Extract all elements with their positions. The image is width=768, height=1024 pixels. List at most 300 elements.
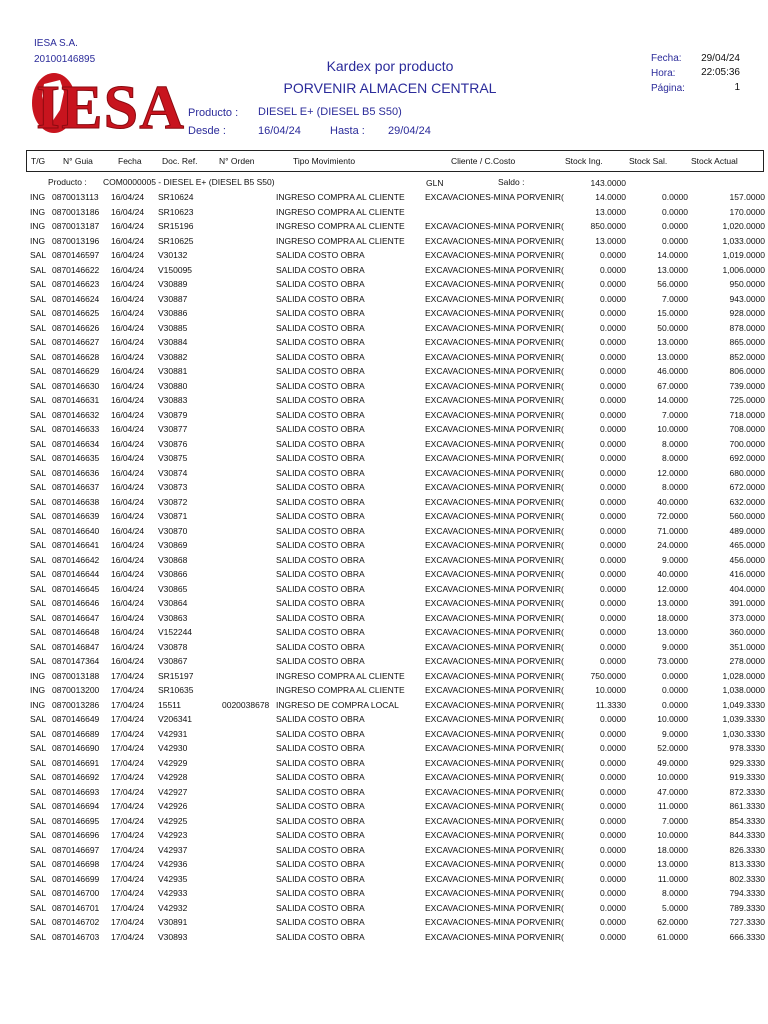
cell-tg: SAL xyxy=(30,873,47,884)
cell-cliente: EXCAVACIONES-MINA PORVENIR( xyxy=(425,409,564,420)
cell-cliente: EXCAVACIONES-MINA PORVENIR( xyxy=(425,670,564,681)
col-fecha: Fecha xyxy=(118,156,142,166)
cell-ing: 0.0000 xyxy=(600,351,626,362)
cell-act: 360.0000 xyxy=(729,627,765,637)
company-ruc: 20100146895 xyxy=(34,54,96,65)
cell-cliente: EXCAVACIONES-MINA PORVENIR( xyxy=(425,453,564,463)
cell-doc: 15511 xyxy=(158,699,182,710)
cell-doc: V30869 xyxy=(158,540,188,550)
cell-fecha: 17/04/24 xyxy=(111,917,145,927)
table-row xyxy=(0,366,768,380)
cell-ing: 750.0000 xyxy=(590,670,626,681)
cell-ing: 0.0000 xyxy=(600,380,626,391)
table-row xyxy=(0,308,768,322)
cell-doc: V42935 xyxy=(158,873,188,884)
cell-tipo: SALIDA COSTO OBRA xyxy=(276,859,365,869)
cell-sal: 61.0000 xyxy=(657,931,688,942)
cell-sal: 15.0000 xyxy=(657,308,688,318)
cell-tipo: SALIDA COSTO OBRA xyxy=(276,525,365,536)
cell-cliente: EXCAVACIONES-MINA PORVENIR( xyxy=(425,366,564,376)
cell-ing: 0.0000 xyxy=(600,728,626,739)
cell-tipo: SALIDA COSTO OBRA xyxy=(276,351,365,362)
cell-sal: 9.0000 xyxy=(662,641,688,652)
cell-tg: ING xyxy=(30,699,46,710)
cell-act: 1,030.3330 xyxy=(722,728,765,739)
cell-guia: 0870146633 xyxy=(52,424,100,434)
cell-sal: 13.0000 xyxy=(657,351,688,362)
cell-tipo: SALIDA COSTO OBRA xyxy=(276,917,365,927)
cell-fecha: 17/04/24 xyxy=(111,699,145,710)
table-row xyxy=(0,714,768,728)
table-row xyxy=(0,410,768,424)
cell-doc: V30871 xyxy=(158,511,188,521)
cell-tipo: SALIDA COSTO OBRA xyxy=(276,743,365,753)
cell-guia: 0870146649 xyxy=(52,714,100,724)
cell-cliente: EXCAVACIONES-MINA PORVENIR( xyxy=(425,279,564,289)
table-row xyxy=(0,381,768,395)
cell-sal: 13.0000 xyxy=(657,598,688,608)
cell-tg: SAL xyxy=(30,612,47,623)
cell-doc: V42929 xyxy=(158,757,188,768)
cell-fecha: 17/04/24 xyxy=(111,786,145,797)
cell-tipo: SALIDA COSTO OBRA xyxy=(276,453,365,463)
table-row xyxy=(0,613,768,627)
cell-guia: 0870146701 xyxy=(52,902,100,913)
cell-fecha: 17/04/24 xyxy=(111,743,145,753)
table-row xyxy=(0,932,768,946)
cell-act: 725.0000 xyxy=(729,395,765,405)
cell-doc: V30879 xyxy=(158,409,188,420)
cell-doc: V42923 xyxy=(158,830,188,840)
cell-act: 718.0000 xyxy=(729,409,765,420)
table-row xyxy=(0,671,768,685)
cell-guia: 0870146630 xyxy=(52,380,100,391)
table-row xyxy=(0,743,768,757)
cell-ing: 0.0000 xyxy=(600,830,626,840)
cell-guia: 0870146696 xyxy=(52,830,100,840)
cell-fecha: 17/04/24 xyxy=(111,815,145,826)
cell-cliente: EXCAVACIONES-MINA PORVENIR( xyxy=(425,612,564,623)
cell-tg: SAL xyxy=(30,902,47,913)
cell-tg: SAL xyxy=(30,540,47,550)
table-row xyxy=(0,337,768,351)
cell-guia: 0870146628 xyxy=(52,351,100,362)
cell-ing: 14.0000 xyxy=(595,192,626,202)
cell-ing: 0.0000 xyxy=(600,786,626,797)
cell-orden: 0020038678 xyxy=(222,699,270,710)
cell-fecha: 17/04/24 xyxy=(111,844,145,855)
cell-act: 680.0000 xyxy=(729,467,765,478)
table-header xyxy=(26,150,764,172)
cell-act: 1,033.0000 xyxy=(722,235,765,246)
cell-guia: 0870146646 xyxy=(52,598,100,608)
cell-cliente: EXCAVACIONES-MINA PORVENIR( xyxy=(425,496,564,507)
cell-sal: 11.0000 xyxy=(657,873,688,884)
cell-tg: SAL xyxy=(30,496,47,507)
cell-cliente: EXCAVACIONES-MINA PORVENIR( xyxy=(425,569,564,579)
pagina-label: Página: xyxy=(651,83,685,94)
cell-tg: SAL xyxy=(30,728,47,739)
col-tipo: Tipo Movimiento xyxy=(293,156,356,166)
cell-tipo: SALIDA COSTO OBRA xyxy=(276,873,365,884)
cell-cliente: EXCAVACIONES-MINA PORVENIR( xyxy=(425,221,564,231)
table-row xyxy=(0,787,768,801)
cell-fecha: 16/04/24 xyxy=(111,554,145,565)
cell-tg: SAL xyxy=(30,815,47,826)
cell-tg: SAL xyxy=(30,438,47,449)
cell-guia: 0870146700 xyxy=(52,888,100,898)
cell-act: 351.0000 xyxy=(729,641,765,652)
cell-tipo: SALIDA COSTO OBRA xyxy=(276,293,365,304)
cell-doc: V30865 xyxy=(158,583,188,594)
cell-tg: SAL xyxy=(30,583,47,594)
cell-doc: V30878 xyxy=(158,641,188,652)
cell-ing: 0.0000 xyxy=(600,264,626,275)
product-summary-row xyxy=(0,177,768,191)
cell-doc: V30868 xyxy=(158,554,188,565)
cell-act: 878.0000 xyxy=(729,322,765,333)
cell-fecha: 16/04/24 xyxy=(111,598,145,608)
table-row xyxy=(0,511,768,525)
cell-guia: 0870013113 xyxy=(52,192,99,202)
cell-guia: 0870146636 xyxy=(52,467,100,478)
cell-ing: 850.0000 xyxy=(590,221,626,231)
cell-tipo: INGRESO COMPRA AL CLIENTE xyxy=(276,221,405,231)
col-cliente: Cliente / C.Costo xyxy=(451,156,516,166)
col-sal: Stock Sal. xyxy=(629,156,668,166)
cell-cliente: EXCAVACIONES-MINA PORVENIR( xyxy=(425,844,564,855)
cell-doc: V30867 xyxy=(158,656,188,666)
cell-tg: SAL xyxy=(30,525,47,536)
cell-sal: 56.0000 xyxy=(657,279,688,289)
cell-fecha: 16/04/24 xyxy=(111,656,145,666)
cell-act: 1,049.3330 xyxy=(722,699,765,710)
cell-sal: 14.0000 xyxy=(657,395,688,405)
cell-doc: V30866 xyxy=(158,569,188,579)
cell-tg: SAL xyxy=(30,627,47,637)
cell-sal: 67.0000 xyxy=(657,380,688,391)
cell-sal: 12.0000 xyxy=(657,583,688,594)
cell-ing: 0.0000 xyxy=(600,931,626,942)
cell-cliente: EXCAVACIONES-MINA PORVENIR( xyxy=(425,888,564,898)
cell-act: 1,038.0000 xyxy=(722,685,765,695)
cell-sal: 71.0000 xyxy=(657,525,688,536)
cell-tipo: SALIDA COSTO OBRA xyxy=(276,482,365,492)
cell-tg: ING xyxy=(30,235,46,246)
cell-doc: V30893 xyxy=(158,931,188,942)
cell-sal: 10.0000 xyxy=(657,830,688,840)
cell-tipo: SALIDA COSTO OBRA xyxy=(276,714,365,724)
cell-cliente: EXCAVACIONES-MINA PORVENIR( xyxy=(425,772,564,782)
cell-tipo: SALIDA COSTO OBRA xyxy=(276,380,365,391)
cell-ing: 0.0000 xyxy=(600,714,626,724)
cell-tg: SAL xyxy=(30,641,47,652)
cell-tg: ING xyxy=(30,685,46,695)
cell-doc: V42927 xyxy=(158,786,188,797)
cell-sal: 7.0000 xyxy=(662,409,688,420)
cell-doc: SR15196 xyxy=(158,221,194,231)
cell-doc: V42933 xyxy=(158,888,188,898)
cell-fecha: 16/04/24 xyxy=(111,424,145,434)
cell-tipo: SALIDA COSTO OBRA xyxy=(276,279,365,289)
table-row xyxy=(0,482,768,496)
cell-guia: 0870146702 xyxy=(52,917,100,927)
cell-fecha: 17/04/24 xyxy=(111,685,145,695)
cell-doc: SR15197 xyxy=(158,670,194,681)
table-row xyxy=(0,758,768,772)
cell-sal: 13.0000 xyxy=(657,337,688,347)
cell-tg: SAL xyxy=(30,844,47,855)
cell-tipo: SALIDA COSTO OBRA xyxy=(276,772,365,782)
cell-sal: 14.0000 xyxy=(657,250,688,260)
cell-act: 928.0000 xyxy=(729,308,765,318)
cell-tipo: SALIDA COSTO OBRA xyxy=(276,830,365,840)
table-row xyxy=(0,888,768,902)
cell-tipo: SALIDA COSTO OBRA xyxy=(276,337,365,347)
cell-fecha: 17/04/24 xyxy=(111,728,145,739)
cell-act: 802.3330 xyxy=(729,873,765,884)
cell-cliente: EXCAVACIONES-MINA PORVENIR( xyxy=(425,511,564,521)
cell-act: 789.3330 xyxy=(729,902,765,913)
cell-fecha: 16/04/24 xyxy=(111,409,145,420)
cell-cliente: EXCAVACIONES-MINA PORVENIR( xyxy=(425,685,564,695)
cell-guia: 0870146631 xyxy=(52,395,100,405)
cell-sal: 13.0000 xyxy=(657,627,688,637)
cell-ing: 0.0000 xyxy=(600,772,626,782)
fecha-value: 29/04/24 xyxy=(701,53,740,64)
table-row xyxy=(0,439,768,453)
cell-cliente: EXCAVACIONES-MINA PORVENIR( xyxy=(425,351,564,362)
cell-sal: 46.0000 xyxy=(657,366,688,376)
cell-cliente: EXCAVACIONES-MINA PORVENIR( xyxy=(425,815,564,826)
cell-tg: SAL xyxy=(30,830,47,840)
cell-tipo: INGRESO DE COMPRA LOCAL xyxy=(276,699,399,710)
table-row xyxy=(0,830,768,844)
cell-ing: 0.0000 xyxy=(600,511,626,521)
cell-act: 978.3330 xyxy=(729,743,765,753)
cell-sal: 9.0000 xyxy=(662,554,688,565)
col-guia: N° Guia xyxy=(63,156,93,166)
cell-doc: V42925 xyxy=(158,815,188,826)
cell-fecha: 16/04/24 xyxy=(111,322,145,333)
table-row xyxy=(0,598,768,612)
cell-doc: V30881 xyxy=(158,366,188,376)
cell-ing: 0.0000 xyxy=(600,569,626,579)
cell-cliente: EXCAVACIONES-MINA PORVENIR( xyxy=(425,264,564,275)
cell-tg: SAL xyxy=(30,366,47,376)
cell-guia: 0870146634 xyxy=(52,438,100,449)
fecha-label: Fecha: xyxy=(651,53,682,64)
cell-ing: 0.0000 xyxy=(600,627,626,637)
cell-ing: 0.0000 xyxy=(600,322,626,333)
cell-cliente: EXCAVACIONES-MINA PORVENIR( xyxy=(425,380,564,391)
cell-tg: SAL xyxy=(30,264,47,275)
cell-doc: SR10624 xyxy=(158,192,194,202)
cell-guia: 0870146695 xyxy=(52,815,100,826)
cell-act: 456.0000 xyxy=(729,554,765,565)
table-row xyxy=(0,584,768,598)
cell-guia: 0870013200 xyxy=(52,685,100,695)
cell-act: 391.0000 xyxy=(729,598,765,608)
cell-cliente: EXCAVACIONES-MINA PORVENIR( xyxy=(425,337,564,347)
cell-fecha: 16/04/24 xyxy=(111,612,145,623)
cell-act: 1,020.0000 xyxy=(722,221,765,231)
cell-guia: 0870146648 xyxy=(52,627,100,637)
cell-tg: SAL xyxy=(30,380,47,391)
cell-guia: 0870146689 xyxy=(52,728,100,739)
cell-fecha: 16/04/24 xyxy=(111,264,145,275)
cell-doc: SR10623 xyxy=(158,206,194,217)
cell-fecha: 17/04/24 xyxy=(111,873,145,884)
cell-sal: 11.0000 xyxy=(657,801,688,811)
cell-ing: 0.0000 xyxy=(600,308,626,318)
cell-guia: 0870146637 xyxy=(52,482,100,492)
cell-fecha: 16/04/24 xyxy=(111,496,145,507)
cell-cliente: EXCAVACIONES-MINA PORVENIR( xyxy=(425,902,564,913)
cell-fecha: 16/04/24 xyxy=(111,641,145,652)
cell-guia: 0870146697 xyxy=(52,844,100,855)
cell-fecha: 16/04/24 xyxy=(111,395,145,405)
cell-ing: 0.0000 xyxy=(600,409,626,420)
table-row xyxy=(0,656,768,670)
cell-doc: SR10625 xyxy=(158,235,194,246)
cell-doc: V30877 xyxy=(158,424,188,434)
cell-act: 872.3330 xyxy=(729,786,765,797)
cell-guia: 0870146691 xyxy=(52,757,100,768)
cell-tg: SAL xyxy=(30,786,47,797)
cell-ing: 0.0000 xyxy=(600,453,626,463)
cell-act: 1,006.0000 xyxy=(722,264,765,275)
cell-fecha: 16/04/24 xyxy=(111,511,145,521)
cell-cliente: EXCAVACIONES-MINA PORVENIR( xyxy=(425,830,564,840)
cell-ing: 0.0000 xyxy=(600,757,626,768)
cell-fecha: 16/04/24 xyxy=(111,482,145,492)
cell-sal: 18.0000 xyxy=(657,844,688,855)
summary-gln: GLN xyxy=(426,178,444,188)
cell-ing: 0.0000 xyxy=(600,496,626,507)
cell-doc: V150095 xyxy=(158,264,193,275)
cell-act: 560.0000 xyxy=(729,511,765,521)
cell-sal: 50.0000 xyxy=(657,322,688,333)
cell-doc: V42926 xyxy=(158,801,188,811)
cell-act: 404.0000 xyxy=(729,583,765,594)
cell-guia: 0870146642 xyxy=(52,554,100,565)
cell-cliente: EXCAVACIONES-MINA PORVENIR( xyxy=(425,801,564,811)
hasta-label: Hasta : xyxy=(330,125,365,137)
cell-tipo: SALIDA COSTO OBRA xyxy=(276,322,365,333)
cell-guia: 0870146692 xyxy=(52,772,100,782)
cell-tg: SAL xyxy=(30,409,47,420)
table-row xyxy=(0,236,768,250)
company-name: IESA S.A. xyxy=(34,38,78,49)
cell-tg: SAL xyxy=(30,293,47,304)
cell-cliente: EXCAVACIONES-MINA PORVENIR( xyxy=(425,656,564,666)
cell-tipo: SALIDA COSTO OBRA xyxy=(276,815,365,826)
iesa-logo-graphic xyxy=(30,70,190,136)
cell-doc: V30876 xyxy=(158,438,188,449)
cell-guia: 0870146694 xyxy=(52,801,100,811)
cell-tipo: SALIDA COSTO OBRA xyxy=(276,598,365,608)
cell-sal: 8.0000 xyxy=(662,438,688,449)
cell-doc: V30886 xyxy=(158,308,188,318)
cell-tg: SAL xyxy=(30,308,47,318)
cell-act: 950.0000 xyxy=(729,279,765,289)
cell-guia: 0870146597 xyxy=(52,250,100,260)
cell-act: 806.0000 xyxy=(729,366,765,376)
cell-act: 1,039.3330 xyxy=(722,714,765,724)
cell-ing: 0.0000 xyxy=(600,337,626,347)
col-doc: Doc. Ref. xyxy=(162,156,198,166)
cell-tipo: SALIDA COSTO OBRA xyxy=(276,656,365,666)
cell-tipo: SALIDA COSTO OBRA xyxy=(276,583,365,594)
cell-tipo: SALIDA COSTO OBRA xyxy=(276,496,365,507)
table-row xyxy=(0,294,768,308)
cell-guia: 0870146647 xyxy=(52,612,100,623)
table-row xyxy=(0,700,768,714)
cell-tg: ING xyxy=(30,206,46,217)
cell-guia: 0870146639 xyxy=(52,511,100,521)
cell-cliente: EXCAVACIONES-MINA PORVENIR( xyxy=(425,467,564,478)
cell-fecha: 17/04/24 xyxy=(111,670,145,681)
cell-fecha: 17/04/24 xyxy=(111,902,145,913)
cell-tg: SAL xyxy=(30,931,47,942)
cell-tg: SAL xyxy=(30,801,47,811)
cell-tg: SAL xyxy=(30,888,47,898)
col-act: Stock Actual xyxy=(691,156,738,166)
cell-cliente: EXCAVACIONES-MINA PORVENIR( xyxy=(425,482,564,492)
cell-tg: SAL xyxy=(30,569,47,579)
cell-guia: 0870146698 xyxy=(52,859,100,869)
cell-tipo: SALIDA COSTO OBRA xyxy=(276,308,365,318)
cell-sal: 62.0000 xyxy=(657,917,688,927)
cell-guia: 0870146635 xyxy=(52,453,100,463)
cell-guia: 0870146699 xyxy=(52,873,100,884)
cell-guia: 0870146625 xyxy=(52,308,100,318)
cell-guia: 0870146847 xyxy=(52,641,100,652)
cell-sal: 40.0000 xyxy=(657,569,688,579)
iesa-logo xyxy=(30,70,190,136)
cell-sal: 18.0000 xyxy=(657,612,688,623)
cell-tipo: SALIDA COSTO OBRA xyxy=(276,467,365,478)
logo-text: IESA xyxy=(36,74,186,136)
cell-sal: 0.0000 xyxy=(662,235,688,246)
cell-cliente: EXCAVACIONES-MINA PORVENIR( xyxy=(425,641,564,652)
cell-tg: SAL xyxy=(30,395,47,405)
table-row xyxy=(0,685,768,699)
table-row xyxy=(0,221,768,235)
hasta-value: 29/04/24 xyxy=(388,125,431,137)
cell-tg: SAL xyxy=(30,250,47,260)
cell-act: 708.0000 xyxy=(729,424,765,434)
cell-fecha: 16/04/24 xyxy=(111,235,145,246)
table-row xyxy=(0,526,768,540)
cell-fecha: 17/04/24 xyxy=(111,888,145,898)
cell-tipo: INGRESO COMPRA AL CLIENTE xyxy=(276,206,405,217)
cell-guia: 0870013286 xyxy=(52,699,100,710)
cell-ing: 0.0000 xyxy=(600,873,626,884)
cell-act: 465.0000 xyxy=(729,540,765,550)
cell-cliente: EXCAVACIONES-MINA PORVENIR( xyxy=(425,322,564,333)
cell-tipo: SALIDA COSTO OBRA xyxy=(276,627,365,637)
cell-doc: V30872 xyxy=(158,496,188,507)
cell-fecha: 16/04/24 xyxy=(111,583,145,594)
cell-ing: 0.0000 xyxy=(600,902,626,913)
cell-cliente: EXCAVACIONES-MINA PORVENIR( xyxy=(425,395,564,405)
cell-tipo: INGRESO COMPRA AL CLIENTE xyxy=(276,685,405,695)
cell-doc: V152244 xyxy=(158,627,193,637)
cell-act: 373.0000 xyxy=(729,612,765,623)
cell-sal: 13.0000 xyxy=(657,859,688,869)
